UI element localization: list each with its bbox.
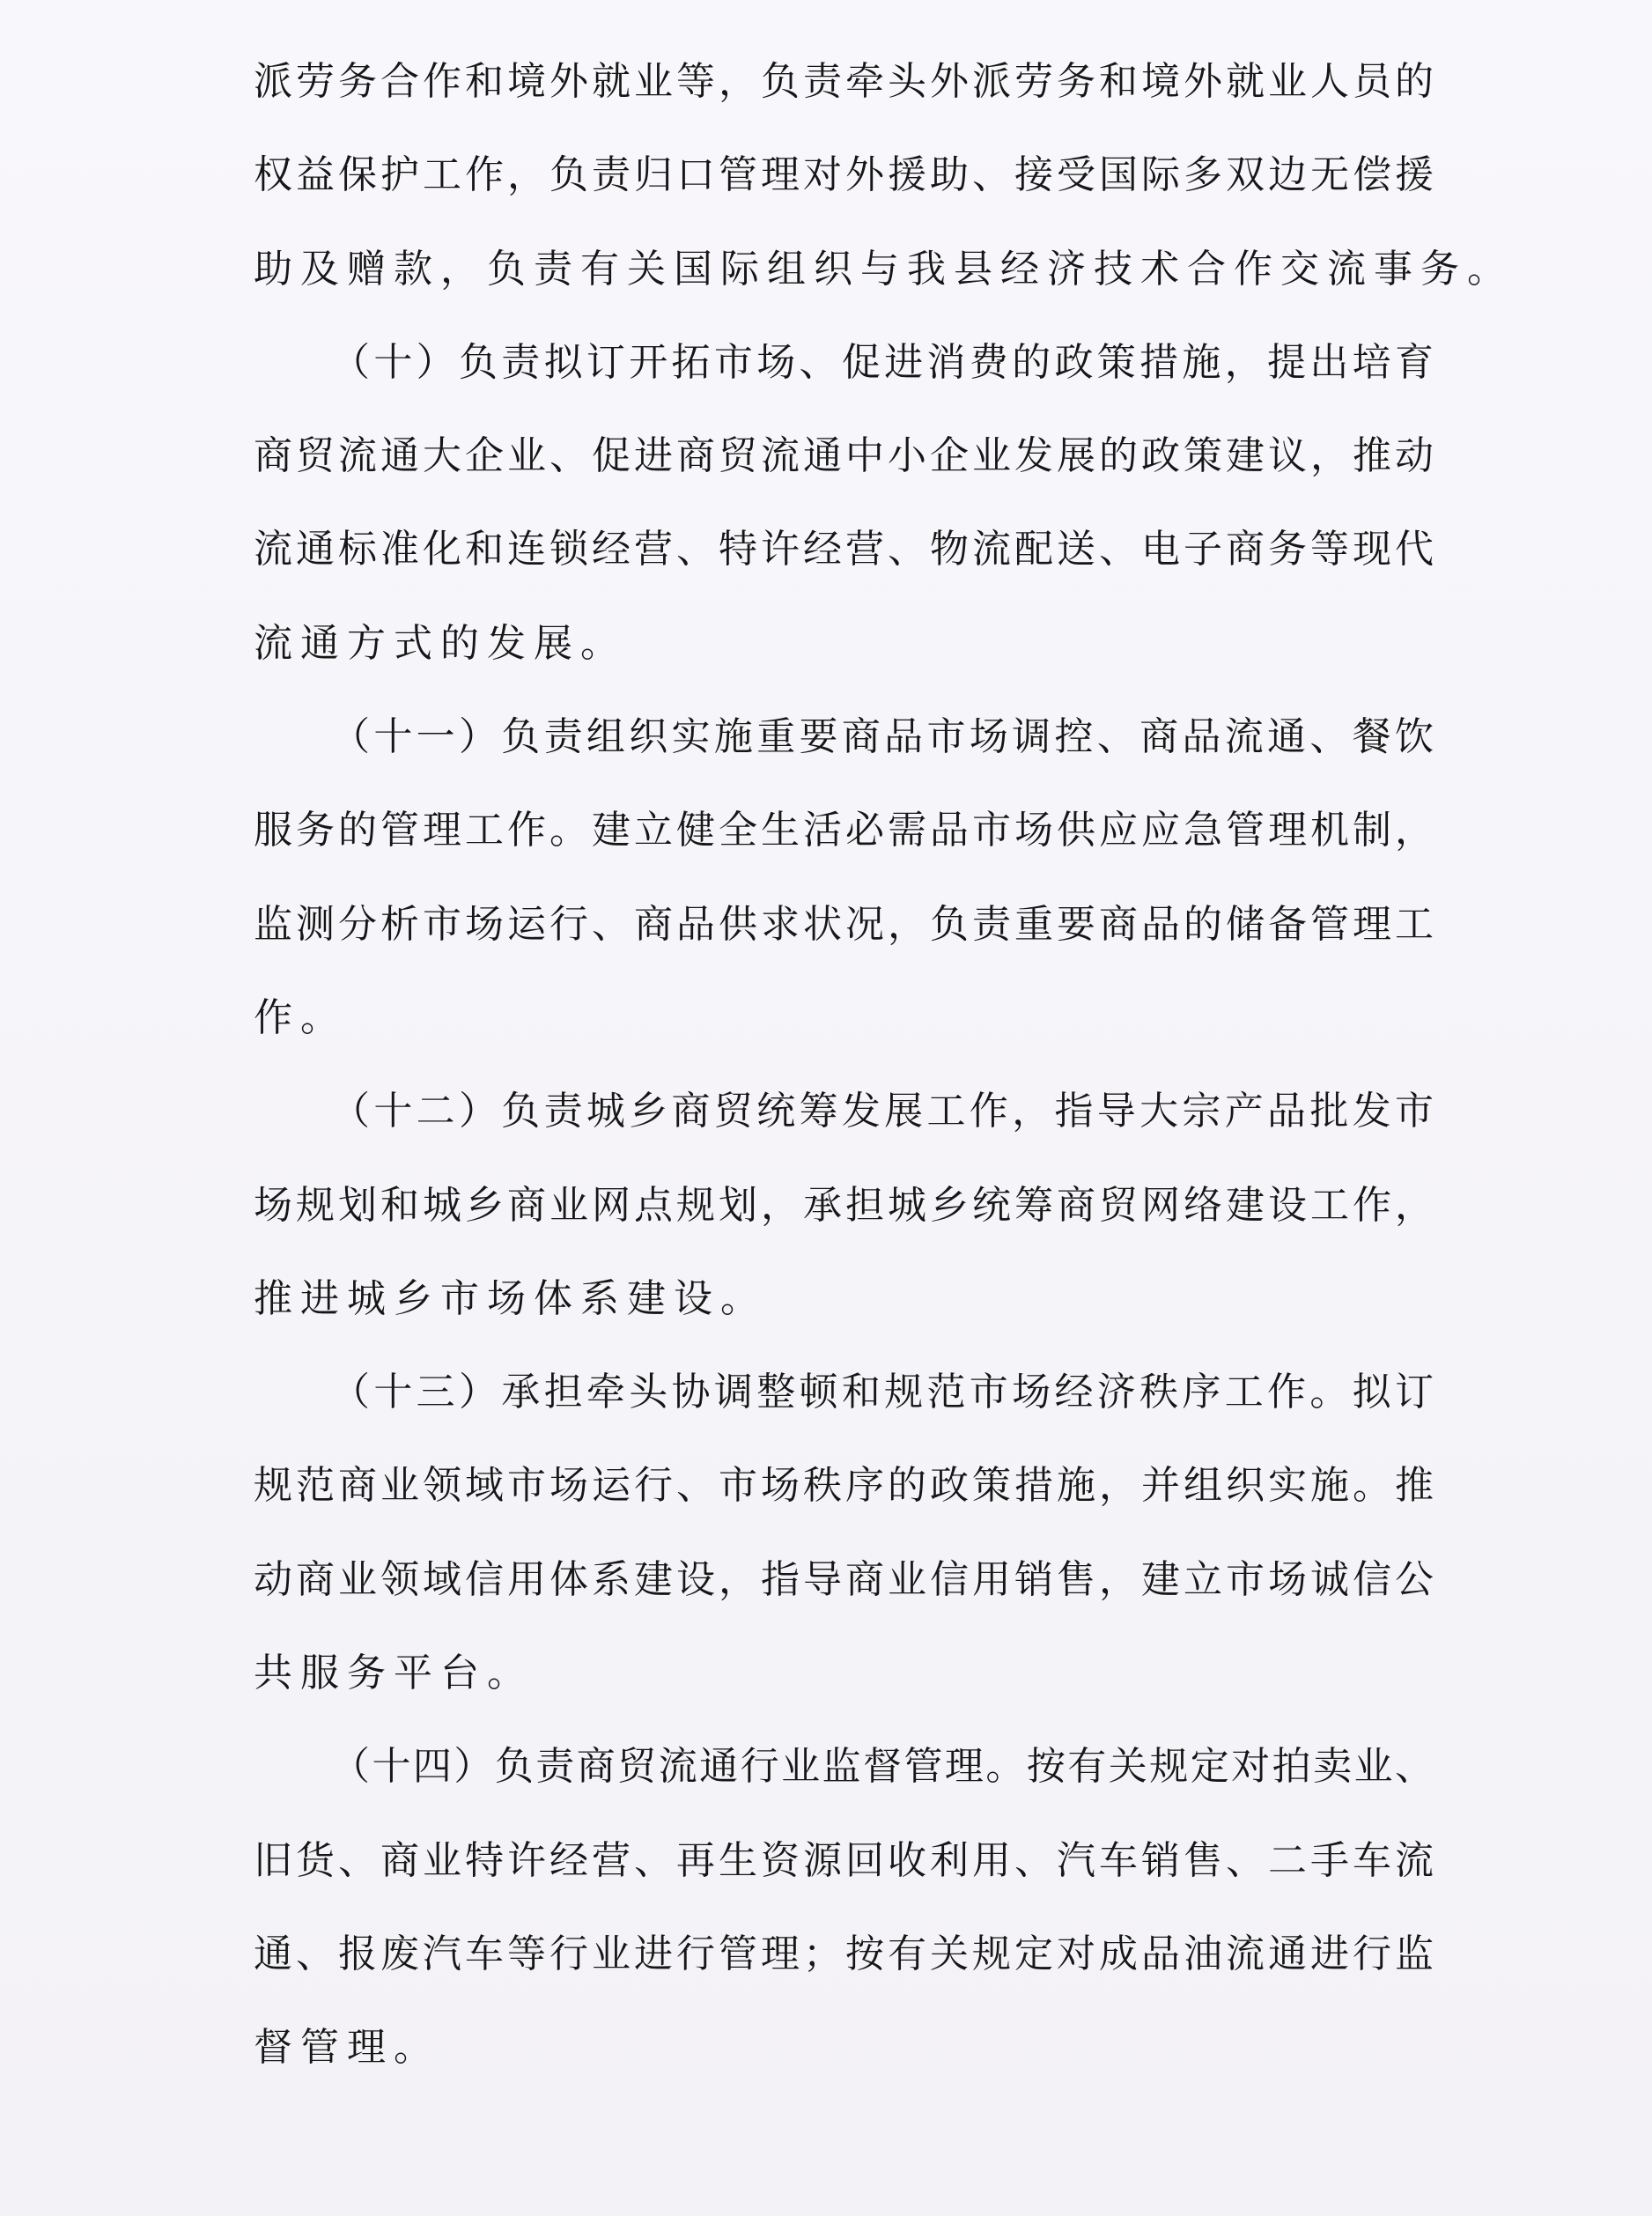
paragraph-line: （十三）承担牵头协调整顿和规范市场经济秩序工作。拟订 <box>331 1370 1434 1415</box>
paragraph-line: 服务的管理工作。建立健全生活必需品市场供应应急管理机制， <box>254 808 1434 853</box>
paragraph-line: 动商业领域信用体系建设，指导商业信用销售，建立市场诚信公 <box>254 1556 1434 1602</box>
paragraph-line: 督管理。 <box>254 2025 440 2071</box>
paragraph-line: 权益保护工作，负责归口管理对外援助、接受国际多双边无偿援 <box>254 152 1434 198</box>
paragraph-line: 场规划和城乡商业网点规划，承担城乡统筹商贸网络建设工作， <box>254 1182 1434 1228</box>
paragraph-line: 规范商业领域市场运行、市场秩序的政策措施，并组织实施。推 <box>254 1463 1434 1509</box>
paragraph-line: 流通标准化和连锁经营、特许经营、物流配送、电子商务等现代 <box>254 527 1434 572</box>
paragraph-line: 商贸流通大企业、促进商贸流通中小企业发展的政策建议，推动 <box>254 433 1434 479</box>
paragraph-line: （十四）负责商贸流通行业监督管理。按有关规定对拍卖业、 <box>331 1744 1434 1790</box>
paragraph-line: 监测分析市场运行、商品供求状况，负责重要商品的储备管理工 <box>254 901 1434 947</box>
paragraph-line: 作。 <box>254 994 347 1040</box>
paragraph-line: 推进城乡市场体系建设。 <box>254 1275 767 1321</box>
paragraph-line: （十）负责拟订开拓市场、促进消费的政策措施，提出培育 <box>331 339 1434 385</box>
paragraph-line: 流通方式的发展。 <box>254 620 627 666</box>
paragraph-line: 通、报废汽车等行业进行管理；按有关规定对成品油流通进行监 <box>254 1931 1434 1976</box>
document-body <box>254 35 1514 2095</box>
paragraph-line: 派劳务合作和境外就业等，负责牵头外派劳务和境外就业人员的 <box>254 59 1434 104</box>
paragraph-line: 旧货、商业特许经营、再生资源回收利用、汽车销售、二手车流 <box>254 1837 1434 1883</box>
paragraph-line: （十二）负责城乡商贸统筹发展工作，指导大宗产品批发市 <box>331 1089 1434 1134</box>
paragraph-line: 助及赠款，负责有关国际组织与我县经济技术合作交流事务。 <box>254 246 1514 292</box>
paragraph-line: 共服务平台。 <box>254 1651 534 1696</box>
paragraph-line: （十一）负责组织实施重要商品市场调控、商品流通、餐饮 <box>331 714 1434 760</box>
